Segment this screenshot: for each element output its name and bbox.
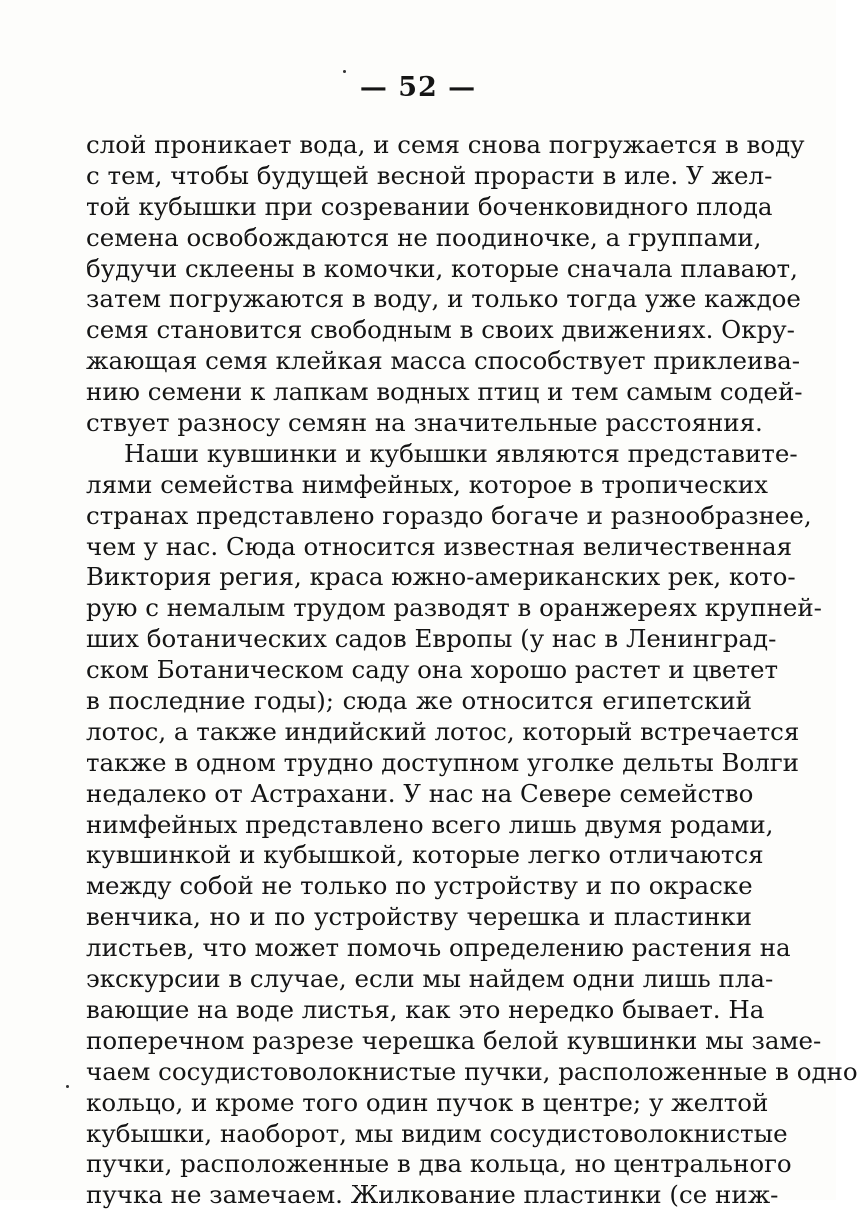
text-line: чем у нас. Сюда относится известная величественная — [86, 531, 793, 561]
text-line: ском Ботаническом саду она хорошо растет и цветет — [86, 655, 779, 685]
text-line: венчика, но и по устройству черешка и пластинки — [86, 902, 752, 932]
text-line: пучки, расположенные в два кольца, но центрального — [86, 1149, 792, 1179]
text-line: той кубышки при созревании боченковидного плода — [86, 191, 773, 221]
page-number: — 52 — — [359, 72, 477, 103]
text-line: семя становится свободным в своих движениях. Окру- — [86, 315, 795, 345]
text-line: семена освобождаются не поодиночке, а группами, — [86, 222, 762, 252]
text-line: пучка не замечаем. Жилкование пластинки (се ниж- — [86, 1180, 779, 1210]
text-line: кубышки, наоборот, мы видим сосудистоволокнистые — [86, 1118, 788, 1148]
text-line: лотос, а также индийский лотос, который встречается — [86, 716, 800, 746]
text-line: слой проникает вода, и семя снова погружается в воду — [86, 130, 805, 159]
text-line: ствует разносу семян на значительные расстояния. — [86, 408, 763, 438]
text-line: затем погружаются в воду, и только тогда уже каждое — [86, 284, 801, 314]
text-line: между собой не только по устройству и по окраске — [86, 871, 753, 901]
text-line: кувшинкой и кубышкой, которые легко отличаются — [86, 840, 764, 870]
text-line: поперечном разрезе черешка белой кувшинки мы заме- — [86, 1025, 822, 1055]
text-line: нимфейных представлено всего лишь двумя родами, — [86, 809, 774, 839]
text-line: жающая семя клейкая масса способствует приклеива- — [86, 346, 801, 376]
text-line: рую с немалым трудом разводят в оранжереях крупней- — [86, 593, 822, 623]
text-line: с тем, чтобы будущей весной прорасти в иле. У жел- — [86, 160, 773, 190]
text-line: вающие на воде листья, как это нередко бывает. На — [86, 994, 765, 1024]
text-line: также в одном трудно доступном уголке дельты Волги — [86, 747, 800, 777]
text-line: лями семейства нимфейных, которое в тропических — [86, 469, 768, 499]
text-line: листьев, что может помочь определению растения на — [86, 933, 791, 963]
print-speck — [66, 1085, 69, 1088]
text-line: Виктория регия, краса южно-американских рек, кото- — [86, 562, 796, 592]
text-line: в последние годы); сюда же относится египетский — [86, 686, 752, 716]
body-text — [86, 130, 858, 1211]
text-line: кольцо, и кроме того один пучок в центре; у желтой — [86, 1087, 769, 1117]
text-line: нию семени к лапкам водных птиц и тем самым содей- — [86, 377, 803, 407]
text-line: ших ботанических садов Европы (у нас в Ленинград- — [86, 624, 777, 654]
text-line: странах представлено гораздо богаче и разнообразнее, — [86, 500, 812, 530]
text-line: Наши кувшинки и кубышки являются представите- — [124, 438, 798, 468]
text-line: чаем сосудистоволокнистые пучки, расположенные в одно — [86, 1056, 858, 1086]
text-line: экскурсии в случае, если мы найдем одни лишь пла- — [86, 964, 774, 994]
text-line: недалеко от Астрахани. У нас на Севере семейство — [86, 778, 754, 808]
text-line: будучи склеены в комочки, которые сначала плавают, — [86, 253, 798, 283]
print-speck — [343, 70, 346, 73]
